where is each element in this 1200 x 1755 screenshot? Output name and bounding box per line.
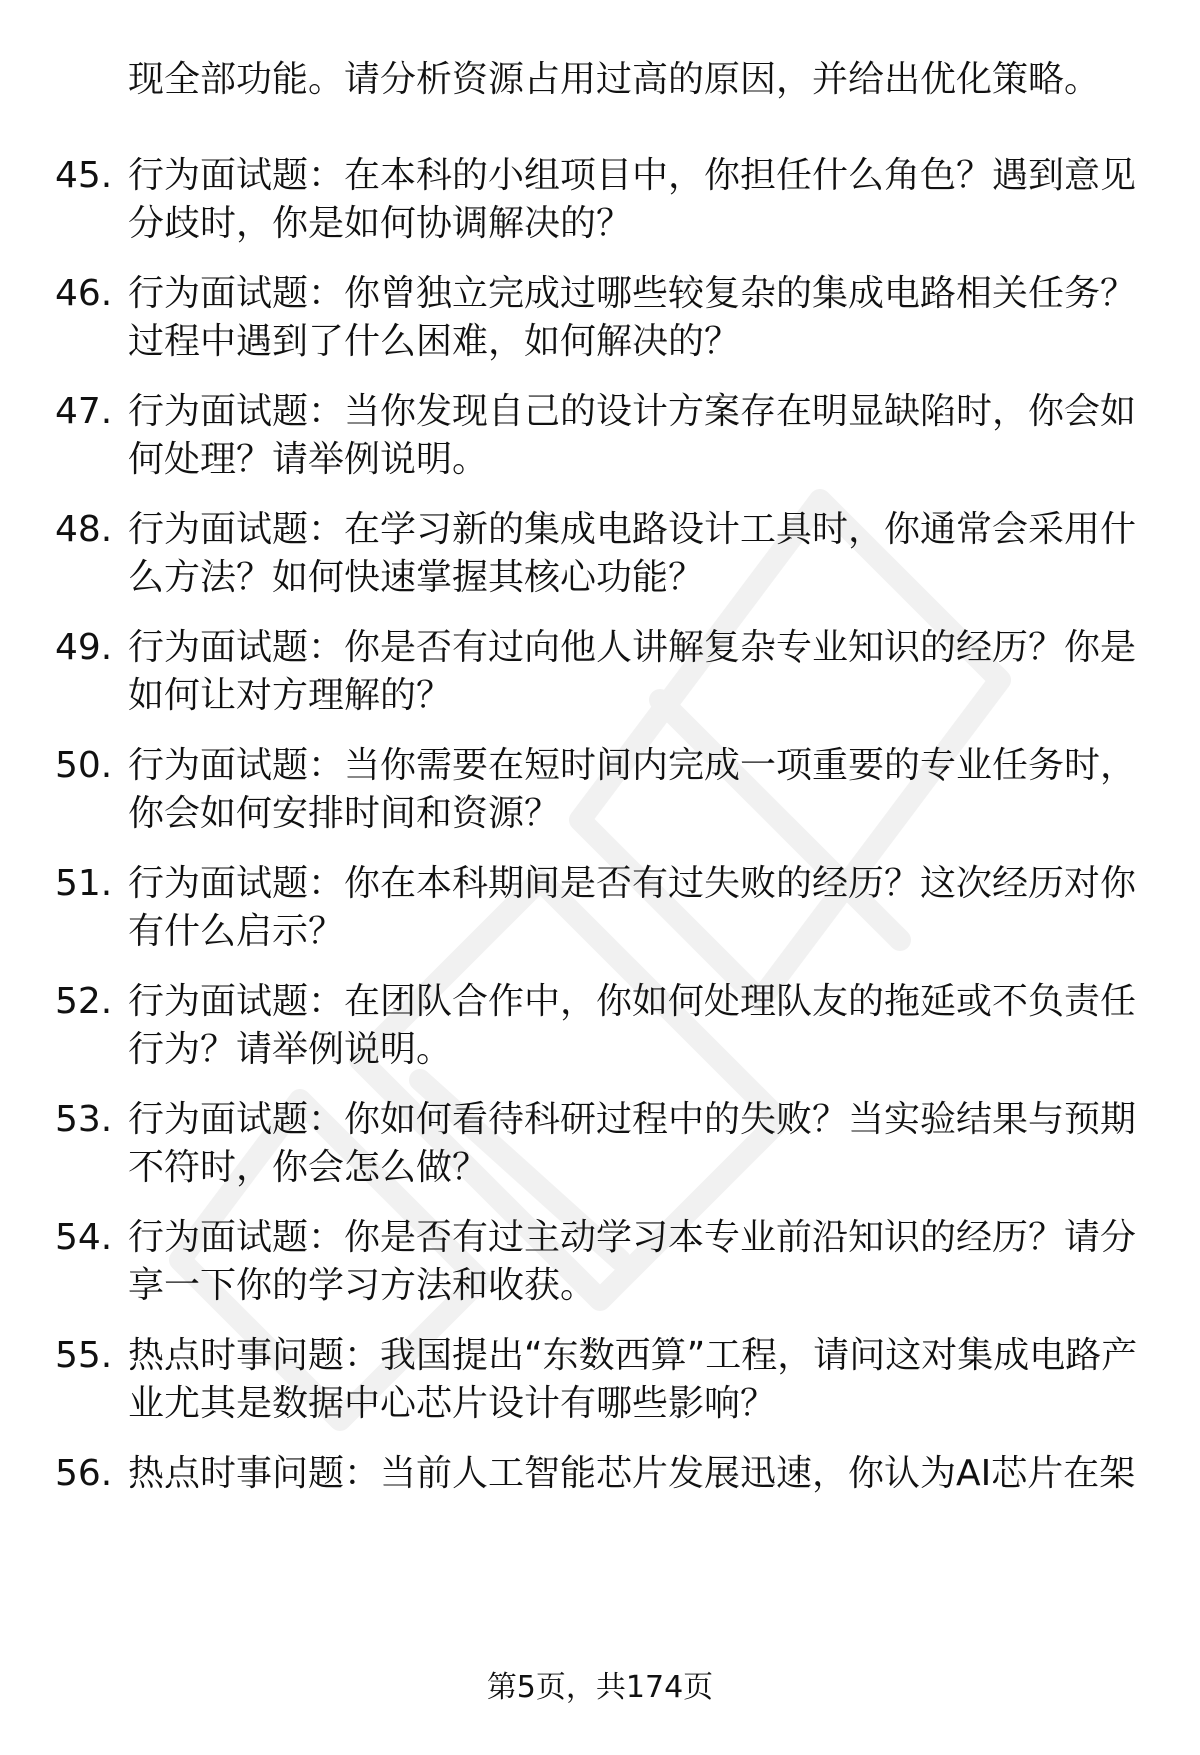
item-number: 48.: [55, 509, 113, 550]
item-number: 52.: [55, 981, 113, 1022]
item-text: 行为面试题：你如何看待科研过程中的失败？当实验结果与预期不符时，你会怎么做？: [128, 1099, 1137, 1188]
continuation-text: 现全部功能。请分析资源占用过高的原因，并给出优化策略。: [128, 59, 1101, 100]
item-text: 行为面试题：当你发现自己的设计方案存在明显缺陷时，你会如何处理？请举例说明。: [128, 391, 1137, 480]
item-number: 56.: [55, 1453, 113, 1494]
item-text: 行为面试题：当你需要在短时间内完成一项重要的专业任务时，你会如何安排时间和资源？: [128, 745, 1137, 834]
item-number: 49.: [55, 627, 113, 668]
item-text: 行为面试题：你曾独立完成过哪些较复杂的集成电路相关任务？过程中遇到了什么困难，如何解决的？: [128, 273, 1137, 362]
item-text: 热点时事问题：我国提出“东数西算”工程，请问这对集成电路产业尤其是数据中心芯片设计有哪些影响？: [128, 1335, 1138, 1424]
item-number: 46.: [55, 273, 113, 314]
item-number: 51.: [55, 863, 113, 904]
item-number: 53.: [55, 1099, 113, 1140]
item-text: 行为面试题：在学习新的集成电路设计工具时，你通常会采用什么方法？如何快速掌握其核心功能？: [128, 509, 1137, 598]
item-number: 50.: [55, 745, 113, 786]
item-number: 55.: [55, 1335, 113, 1376]
item-text: 热点时事问题：当前人工智能芯片发展迅速，你认为AI芯片在架: [128, 1453, 1136, 1494]
item-number: 47.: [55, 391, 113, 432]
item-text: 行为面试题：你在本科期间是否有过失败的经历？这次经历对你有什么启示？: [128, 863, 1137, 952]
page-footer: 第5页，共174页: [486, 1670, 714, 1705]
item-text: 行为面试题：在团队合作中，你如何处理队友的拖延或不负责任行为？请举例说明。: [128, 981, 1137, 1070]
item-number: 54.: [55, 1217, 113, 1258]
item-text: 行为面试题：你是否有过向他人讲解复杂专业知识的经历？你是如何让对方理解的？: [128, 627, 1137, 716]
item-text: 行为面试题：你是否有过主动学习本专业前沿知识的经历？请分享一下你的学习方法和收获。: [128, 1217, 1137, 1306]
item-number: 45.: [55, 155, 113, 196]
item-text: 行为面试题：在本科的小组项目中，你担任什么角色？遇到意见分歧时，你是如何协调解决的？: [128, 155, 1137, 244]
